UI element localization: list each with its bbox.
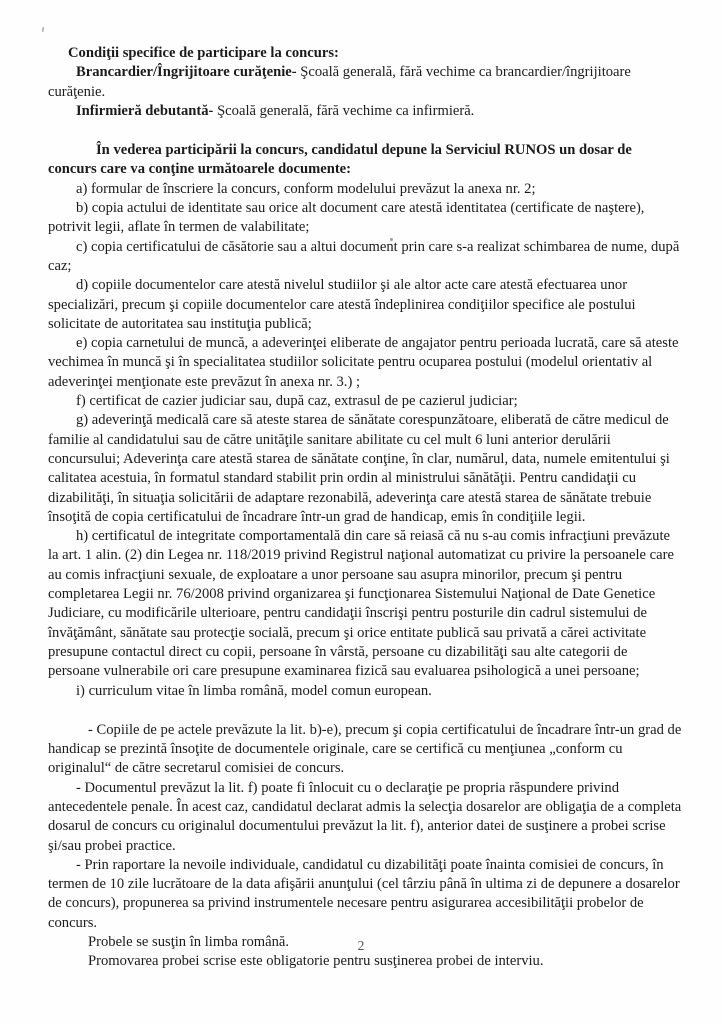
dossier-item-b: b) copia actului de identitate sau orice alt document care atestă identitatea (certificate de naştere), potrivit legii, aflate în termen de valabilitate; (48, 200, 645, 236)
role-brancardier-paragraph (48, 63, 682, 102)
document-body (48, 44, 682, 972)
dossier-item-h: h) certificatul de integritate comportamentală din care să reiasă că nu s-au comis infracţiuni prevăzute la art. 1 alin. (2) din Legea nr. 118/2019 privind Registrul naţional automatizat cu privire la persoanele care au comis infracţiuni sexuale, de exploatare a unor persoane sau asupra minorilor, precum şi pentru completarea Legii nr. 76/2008 privind organizarea şi funcţionarea Sistemului Naţional de Date Genetice Judiciare, cu modificările ulterioare, pentru candidaţii înscrişi pentru posturile din cadrul sistemului de învăţământ, sănătate sau protecţie socială, precum şi orice entitate publică sau privată a cărei activitate presupune contactul direct cu copii, persoane în vârstă, persoane cu dizabilităţi sau alte categorii de persoane vulnerabile ori care presupune examinarea fizică sau evaluarea psihologică a unei persoane; (48, 528, 674, 680)
role-infirmiera-paragraph (48, 102, 682, 121)
closing-language: Probele se susţin în limba română. (88, 934, 290, 951)
note-copies: - Copiile de pe actele prevăzute la lit. b)-e), precum şi copia certificatului de încadrare într-un grad de handicap se prezintă însoţite de documentele originale, care se certifică cu menţiunea „conform cu originalul“ de către secretarul comisiei de concurs. (48, 721, 682, 777)
dossier-item-i: i) curriculum vitae în limba română, model comun european. (76, 682, 432, 699)
closing-interview: Promovarea probei scrise este obligatorie pentru susţinerea probei de interviu. (88, 953, 544, 970)
note-accessibility: - Prin raportare la nevoile individuale, candidatul cu dizabilităţi poate înainta comisiei de concurs, în termen de 10 zile lucrătoare de la data afişării anunţului (cel târziu până în ultima zi de depunere a dosarelor de concurs), propunerea sa privind instrumentele necesare pentru asigurarea accesibilităţii probelor de concurs. (48, 856, 680, 931)
role-infirmiera-title: Infirmieră debutantă- (76, 102, 214, 119)
role-brancardier-title: Brancardier/Îngrijitoare curăţenie- (76, 64, 297, 81)
dossier-intro-paragraph: În vederea participării la concurs, candidatul depune la Serviciul RUNOS un dosar de concurs care va conţine următoarele documente: (48, 142, 632, 178)
dossier-item-f: f) certificat de cazier judiciar sau, după caz, extrasul de pe cazierul judiciar; (76, 393, 518, 410)
dossier-item-g: g) adeverinţă medicală care să ateste starea de sănătate corespunzătoare, eliberată de către medicul de familie al candidatului sau de către unităţile sanitare abilitate cu cel mult 6 luni anterior derulării concursului; Adeverinţa care atestă starea de sănătate conţine, în clar, numărul, data, numele emitentului şi calitatea acestuia, în formatul standard stabilit prin ordin al ministrului sănătăţii. Pentru candidaţii cu dizabilităţi, în situaţia solicitării de adaptare rezonabilă, adeverinţa care atestă starea de sănătate trebuie însoţită de copia certificatului de încadrare într-un grad de handicap, emis în condiţiile legii. (48, 412, 670, 525)
dossier-item-d: d) copiile documentelor care atestă nivelul studiilor şi ale altor acte care atestă efectuarea unor specializări, precum şi copiile documentelor care atestă îndeplinirea condiţiilor specifice ale postului solicitate de autoritatea sau instituţia publică; (48, 277, 636, 332)
page-number: 2 (357, 938, 365, 953)
dossier-item-a: a) formular de înscriere la concurs, conform modelului prevăzut la anexa nr. 2; (76, 180, 536, 197)
role-infirmiera-text: Şcoală generală, fără vechime ca infirmieră. (213, 102, 475, 119)
scan-speck-corner-icon (42, 27, 45, 32)
heading-specific-conditions: Condiţii specifice de participare la concurs: (68, 45, 339, 61)
note-criminal-record: - Documentul prevăzut la lit. f) poate fi înlocuit cu o declaraţie pe propria răspundere privind antecedentele penale. În acest caz, candidatul declarat admis la selecţia dosarelor are obligaţia de a completa dosarul de concurs cu originalul documentului prevăzut la lit. f), anterior datei de susţinere a probei scrise şi/sau probei practice. (48, 779, 682, 854)
dossier-item-e: e) copia carnetului de muncă, a adeverinţei eliberate de angajator pentru perioada lucrată, care să ateste vechimea în muncă şi în specialitatea studiilor solicitate pentru ocuparea postului (modelul orientativ al adeverinţei menţionate este prevăzut în anexa nr. 3.) ; (48, 335, 679, 390)
role-brancardier-text: Şcoală generală, fără vechime ca brancardier/îngrijitoare curăţenie. (48, 64, 631, 100)
dossier-item-c: c) copia certificatului de căsătorie sau a altui document prin care s-a realizat schimbarea de nume, după caz; (48, 238, 680, 274)
